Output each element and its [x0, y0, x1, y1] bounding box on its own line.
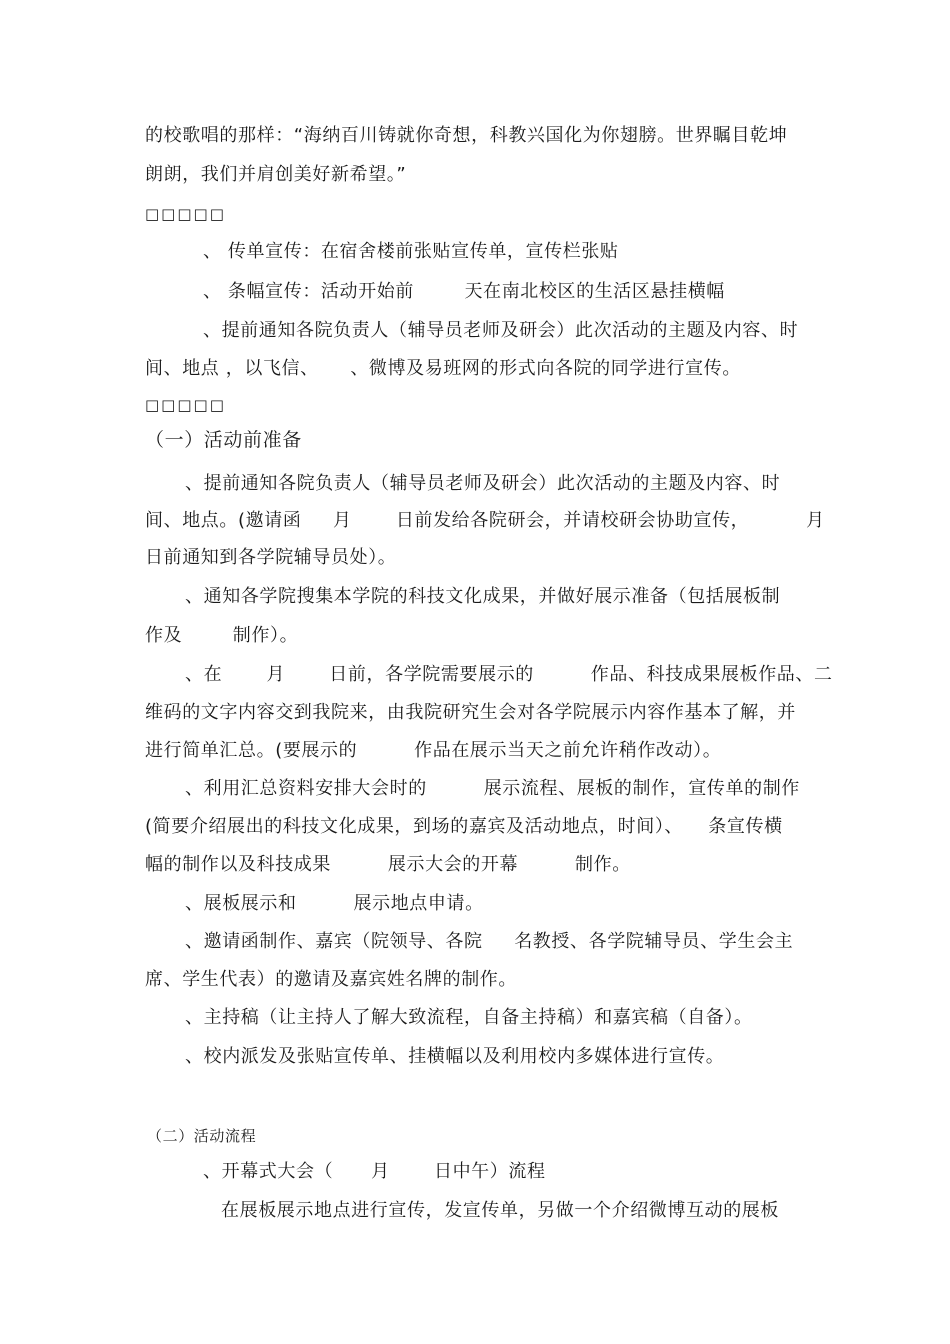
list-item: 、展板展示和 展示地点申请。: [185, 893, 484, 914]
text-line: 的校歌唱的那样：“海纳百川铸就你奇想，科教兴国化为你翅膀。世界瞩目乾坤: [145, 125, 788, 146]
list-item: 、提前通知各院负责人（辅导员老师及研会）此次活动的主题及内容、时: [203, 320, 799, 341]
list-item: 、校内派发及张贴宣传单、挂横幅以及利用校内多媒体进行宣传。: [185, 1046, 725, 1067]
text-line: 日前通知到各学院辅导员处）。: [145, 547, 397, 568]
list-item: 、 传单宣传：在宿舍楼前张贴宣传单，宣传栏张贴: [203, 241, 619, 262]
list-item: 、提前通知各院负责人（辅导员老师及研会）此次活动的主题及内容、时: [185, 473, 781, 494]
text-line: 维码的文字内容交到我院来，由我院研究生会对各学院展示内容作基本了解，并: [145, 702, 796, 723]
list-item: 、利用汇总资料安排大会时的 展示流程、展板的制作，宣传单的制作: [185, 778, 800, 799]
text-line: 进行简单汇总。(要展示的 作品在展示当天之前允许稍作改动）。: [145, 740, 722, 761]
missing-glyph-heading: □□□□□: [145, 205, 226, 223]
text-line: 间、地点。(邀请函 月 日前发给各院研会，并请校研会协助宣传， 月: [145, 510, 825, 531]
list-item: 、在 月 日前，各学院需要展示的 作品、科技成果展板作品、二: [185, 664, 833, 685]
section-heading-2: （二）活动流程: [147, 1127, 257, 1145]
text-line: 间、地点 ，以飞信、 、微博及易班网的形式向各院的同学进行宣传。: [145, 358, 741, 379]
list-item: 、主持稿（让主持人了解大致流程，自备主持稿）和嘉宾稿（自备）。: [185, 1007, 753, 1028]
text-line: (简要介绍展出的科技文化成果，到场的嘉宾及活动地点，时间）、 条宣传横: [145, 816, 783, 837]
text-line: 作及 制作）。: [145, 625, 299, 646]
list-item: 、开幕式大会（ 月 日中午）流程: [203, 1161, 546, 1182]
text-line: 朗朗，我们并肩创美好新希望。”: [145, 164, 407, 185]
list-item: 、邀请函制作、嘉宾（院领导、各院 名教授、各学院辅导员、学生会主: [185, 931, 794, 952]
list-item: 、 条幅宣传：活动开始前 天在南北校区的生活区悬挂横幅: [203, 281, 725, 302]
text-line: 席、学生代表）的邀请及嘉宾姓名牌的制作。: [145, 969, 517, 990]
section-heading-1: （一）活动前准备: [145, 429, 302, 451]
text-line: 在展板展示地点进行宣传，发宣传单，另做一个介绍微博互动的展板: [221, 1200, 779, 1221]
list-item: 、通知各学院搜集本学院的科技文化成果，并做好展示准备（包括展板制: [185, 586, 781, 607]
text-line: 幅的制作以及科技成果 展示大会的开幕 制作。: [145, 854, 631, 875]
missing-glyph-heading: □□□□□: [145, 396, 226, 414]
